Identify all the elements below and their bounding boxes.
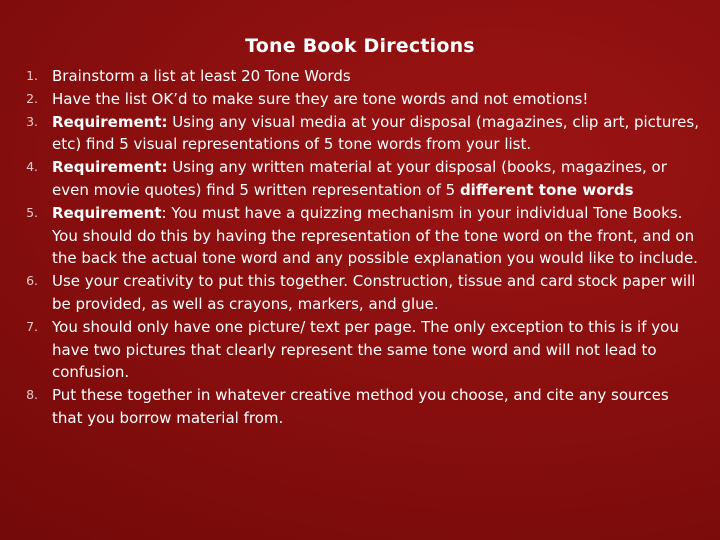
item-number: 2. xyxy=(26,90,38,106)
directions-list xyxy=(0,65,700,430)
item-text: You should only have one picture/ text per page. The only exception to this is if you have two pictures that clearly represent the same tone word and will not lead to confusion. xyxy=(52,317,679,382)
requirement-label: Requirement: xyxy=(52,158,168,177)
list-item xyxy=(0,156,700,202)
item-text xyxy=(52,156,700,202)
slide-title: Tone Book Directions xyxy=(245,35,475,57)
item-body: : You must have a quizzing mechanism in your individual Tone Books. You should do this by having the representation of the tone word on the front, and on the back the actual tone word and any possible explanation you would like to include. xyxy=(52,203,698,268)
list-item xyxy=(0,202,700,270)
emphasis-text: different tone words xyxy=(459,180,634,199)
list-item xyxy=(0,88,700,111)
item-number: 6. xyxy=(26,273,38,289)
item-body: Using any visual media at your disposal (magazines, clip art, pictures, etc) find 5 visual representations of 5 tone words from your list. xyxy=(52,112,699,154)
list-item xyxy=(0,384,700,430)
item-number: 1. xyxy=(26,68,38,83)
list-item xyxy=(0,270,700,316)
item-number: 7. xyxy=(26,318,38,334)
item-text xyxy=(52,111,700,157)
requirement-label: Requirement xyxy=(52,203,162,222)
list-item xyxy=(0,65,700,88)
list-item xyxy=(0,316,700,384)
item-text: Have the list OK’d to make sure they are tone words and not emotions! xyxy=(52,89,589,108)
requirement-label: Requirement: xyxy=(52,112,168,131)
item-number: 4. xyxy=(26,159,38,175)
item-text: Put these together in whatever creative method you choose, and cite any sources that you borrow material from. xyxy=(52,386,669,427)
item-number: 3. xyxy=(26,113,38,129)
item-text xyxy=(52,202,700,270)
item-number: 8. xyxy=(26,387,38,403)
item-text: Use your creativity to put this together. Construction, tissue and card stock paper will be provided, as well as crayons, markers, and glue. xyxy=(52,272,696,313)
item-number: 5. xyxy=(26,204,38,220)
item-text: Brainstorm a list at least 20 Tone Words xyxy=(52,67,351,85)
list-item xyxy=(0,111,700,157)
item-body: Using any written material at your disposal (books, magazines, or even movie quotes) find 5 written representation of 5 xyxy=(52,158,667,199)
